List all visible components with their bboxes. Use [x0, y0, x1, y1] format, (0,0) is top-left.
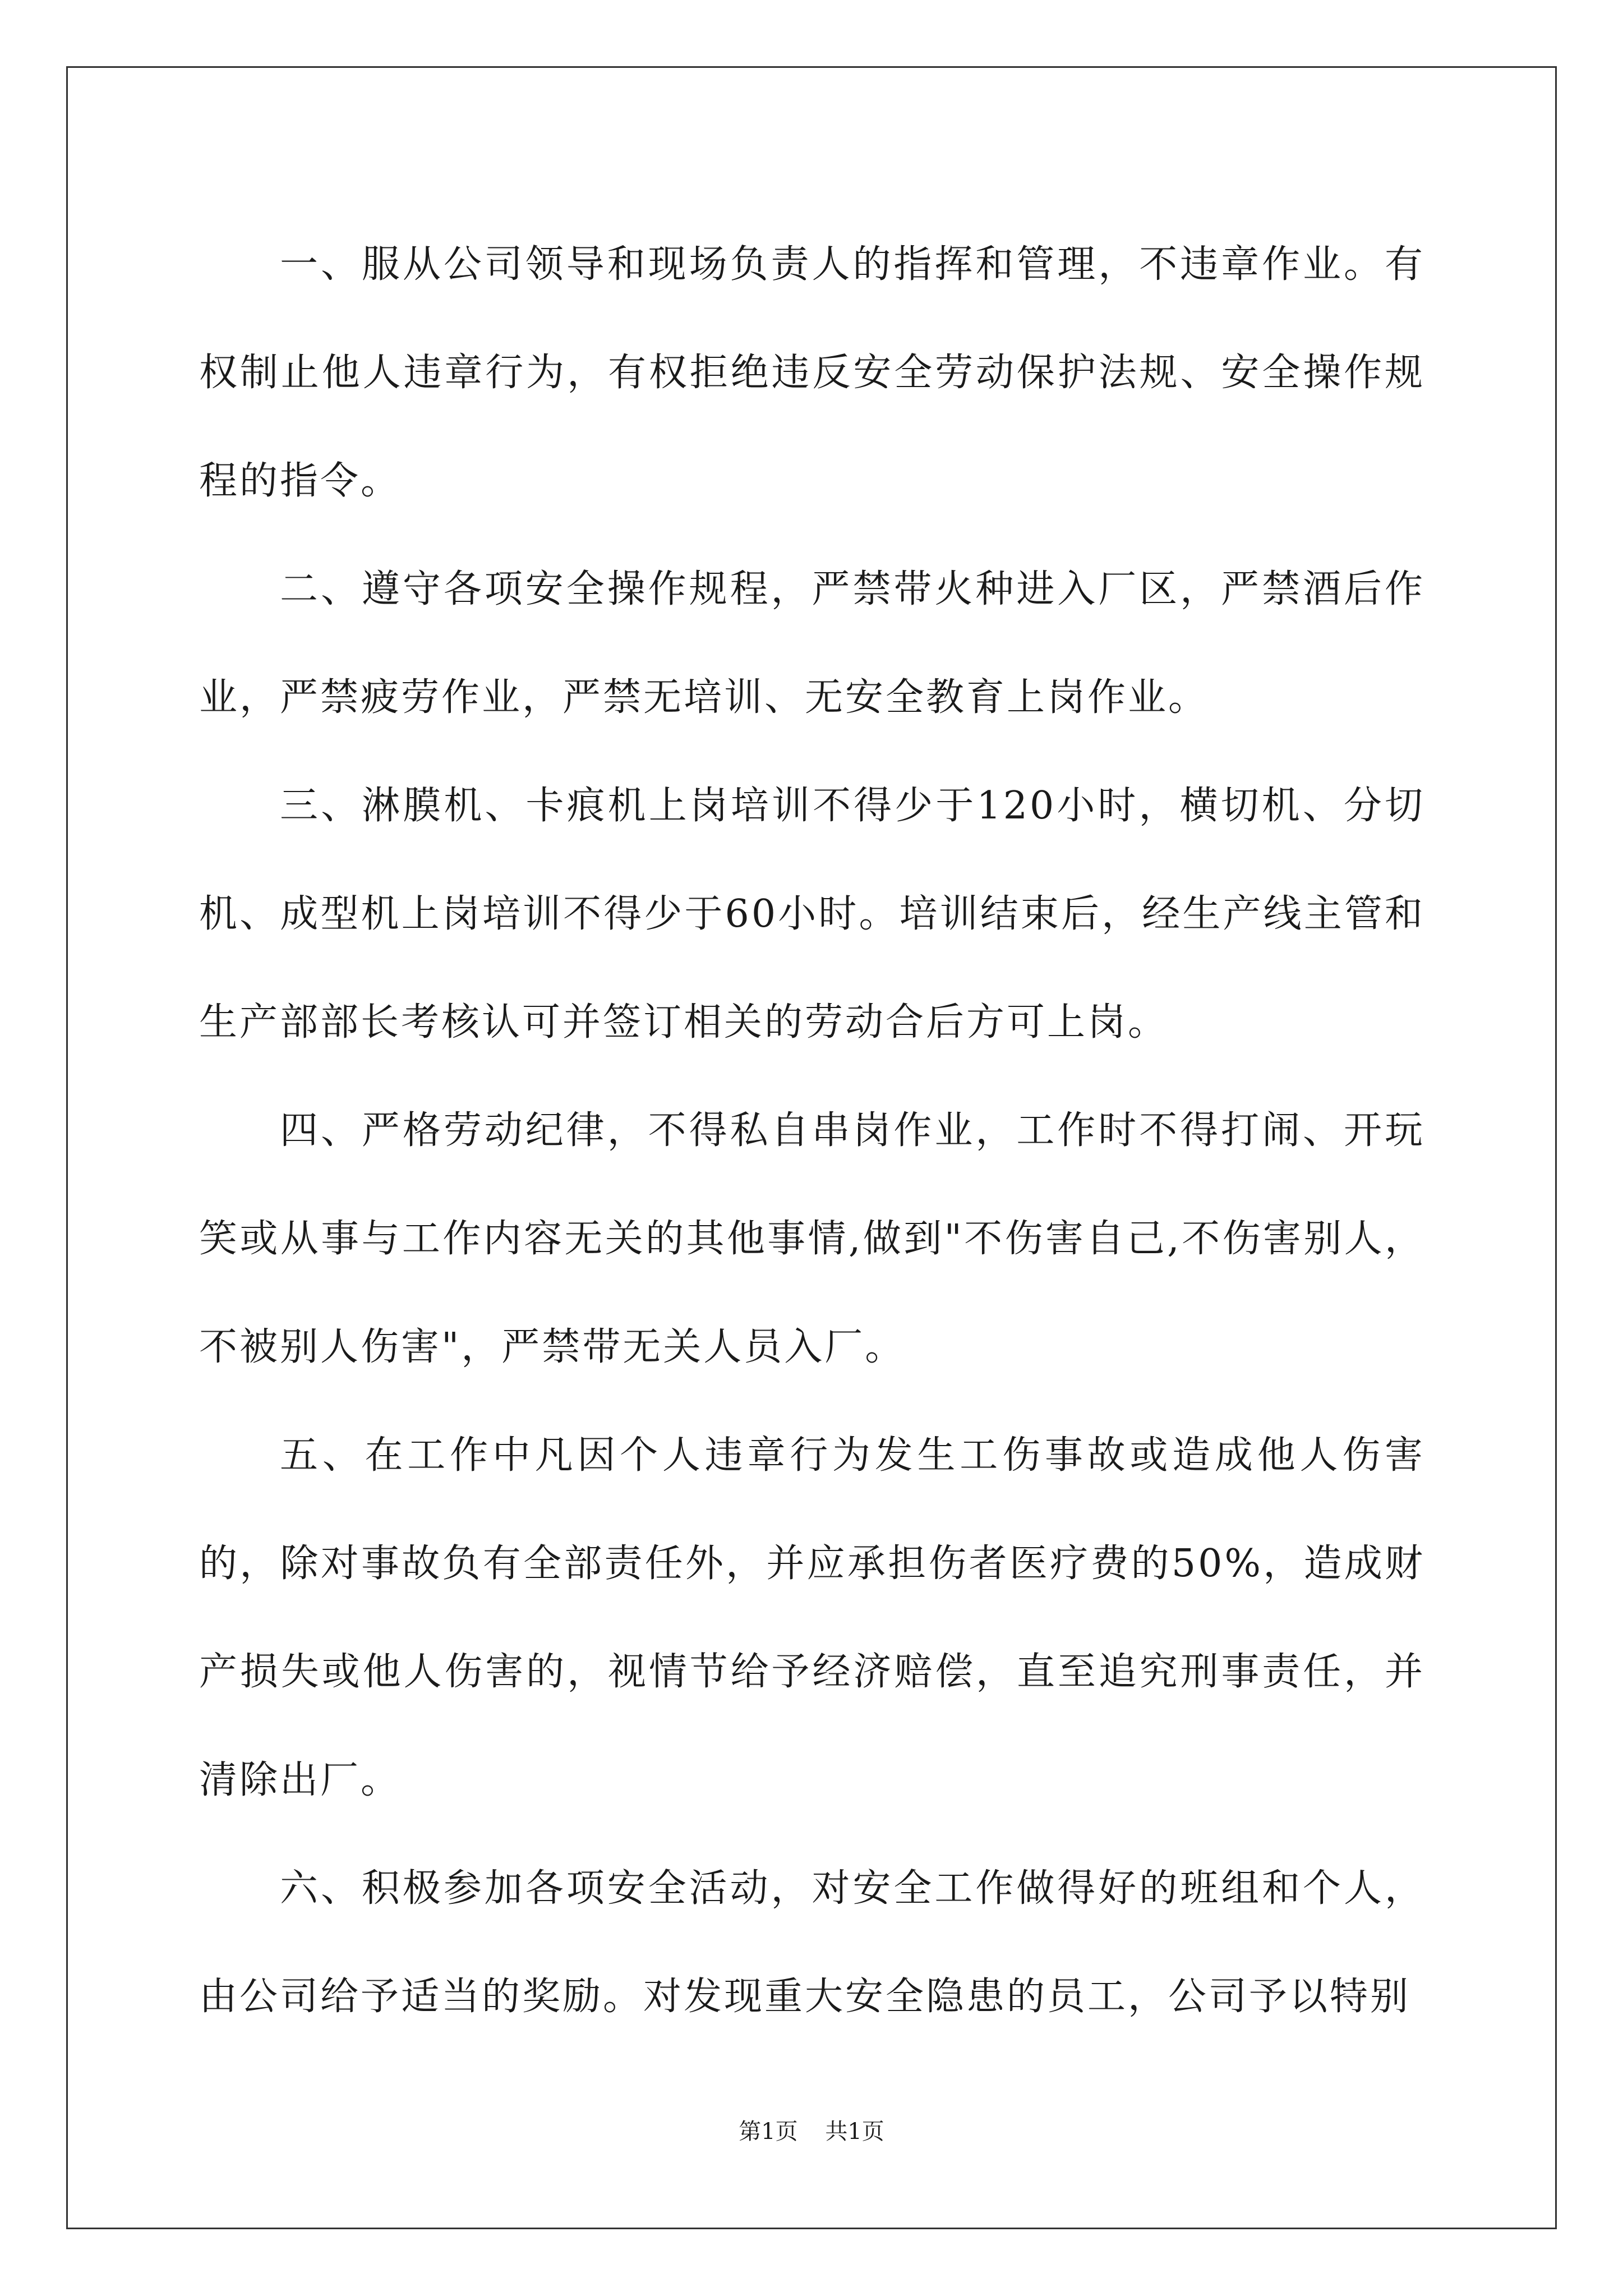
paragraph-5: 五、在工作中凡因个人违章行为发生工伤事故或造成他人伤害的，除对事故负有全部责任外，并应承担伤者医疗费的50%，造成财产损失或他人伤害的，视情节给予经济赔偿，直至追究刑事责任，并清除出厂。 — [199, 1433, 1425, 1802]
paragraph-6: 六、积极参加各项安全活动，对安全工作做得好的班组和个人，由公司给予适当的奖励。对发现重大安全隐患的员工，公司予以特别 — [199, 1866, 1425, 2019]
page-number: 第1页 — [739, 2119, 798, 2145]
paragraph-1: 一、服从公司领导和现场负责人的指挥和管理，不违章作业。有权制止他人违章行为，有权拒绝违反安全劳动保护法规、安全操作规程的指令。 — [199, 242, 1425, 503]
paragraph-2: 二、遵守各项安全操作规程，严禁带火种进入厂区，严禁酒后作业，严禁疲劳作业，严禁无培训、无安全教育上岗作业。 — [199, 567, 1425, 720]
paragraph-3: 三、淋膜机、卡痕机上岗培训不得少于120小时，横切机、分切机、成型机上岗培训不得少于60小时。培训结束后，经生产线主管和生产部部长考核认可并签订相关的劳动合后方可上岗。 — [199, 784, 1425, 1045]
document-body — [199, 210, 1425, 2051]
page-total: 共1页 — [825, 2119, 884, 2145]
paragraph-4: 四、严格劳动纪律，不得私自串岗作业，工作时不得打闹、开玩笑或从事与工作内容无关的其他事情,做到"不伤害自己,不伤害别人，不被别人伤害"，严禁带无关人员入厂。 — [199, 1108, 1425, 1369]
page-footer — [0, 2114, 1623, 2146]
